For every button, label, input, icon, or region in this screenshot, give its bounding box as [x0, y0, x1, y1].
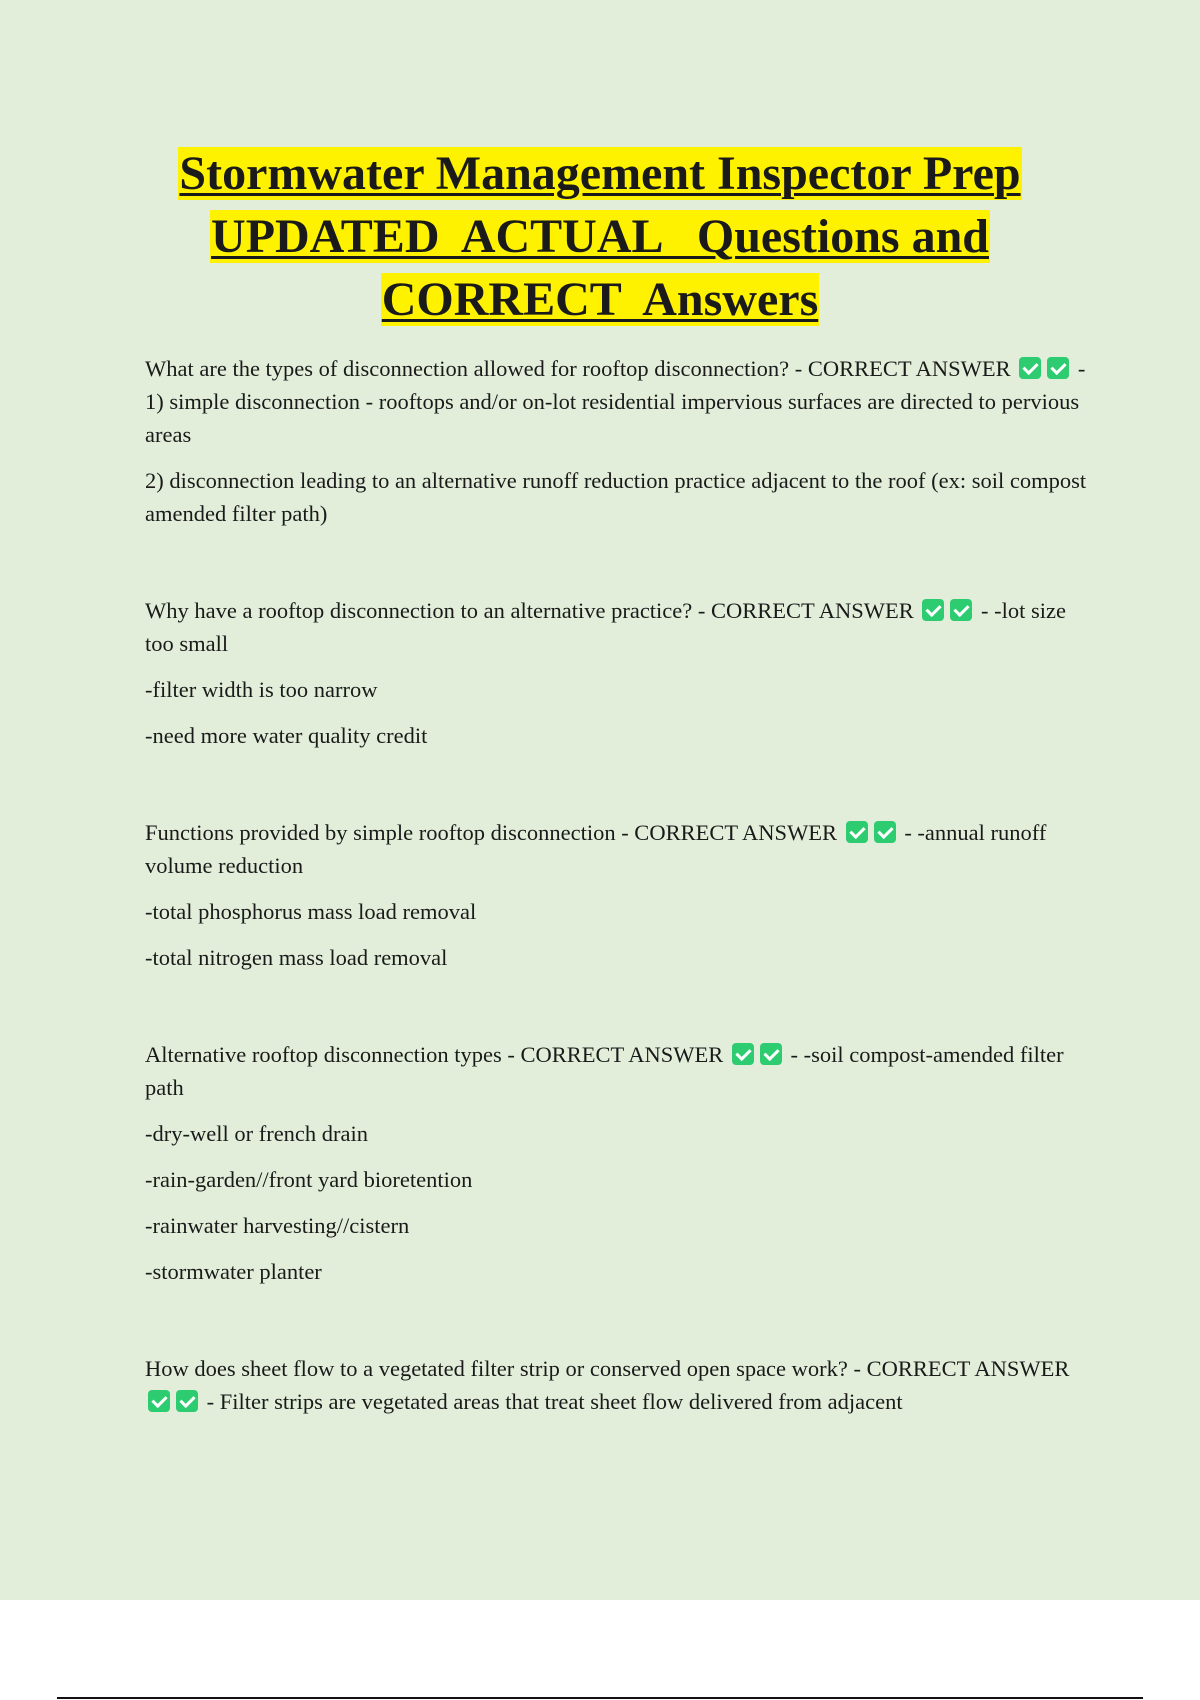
qa-item [145, 594, 1095, 752]
check-mark-icon [148, 1390, 170, 1412]
qa-first-paragraph [145, 352, 1095, 451]
footer-divider [57, 1697, 1143, 1699]
qa-item [145, 1352, 1095, 1418]
qa-first-paragraph [145, 1038, 1095, 1104]
question-text: Why have a rooftop disconnection to an alternative practice? - CORRECT ANSWER [145, 598, 914, 623]
qa-first-paragraph [145, 594, 1095, 660]
title-line-1: Stormwater Management Inspector Prep [179, 147, 1021, 200]
check-mark-icon [1019, 357, 1041, 379]
check-mark-icon [950, 599, 972, 621]
answer-line: -total nitrogen mass load removal [145, 945, 448, 970]
answer-line: -rainwater harvesting//cistern [145, 1213, 410, 1238]
answer-line: -filter width is too narrow [145, 677, 378, 702]
answer-text: - -annual runoff volume reduction [145, 820, 1047, 878]
title-line-3: CORRECT Answers [381, 273, 819, 326]
qa-item [145, 352, 1095, 530]
check-mark-icon [760, 1043, 782, 1065]
question-text: Alternative rooftop disconnection types - CORRECT ANSWER [145, 1042, 724, 1067]
check-mark-icon [874, 821, 896, 843]
answer-text: - -lot size too small [145, 598, 1066, 656]
question-text: How does sheet flow to a vegetated filter strip or conserved open space work? - CORRECT ANSWER [145, 1356, 1070, 1381]
qa-list [145, 352, 1095, 1482]
question-text: Functions provided by simple rooftop disconnection - CORRECT ANSWER [145, 820, 838, 845]
answer-line: -need more water quality credit [145, 723, 428, 748]
document-title [0, 142, 1200, 331]
qa-item [145, 1038, 1095, 1288]
check-mark-icon [846, 821, 868, 843]
check-mark-icon [176, 1390, 198, 1412]
answer-line: -rain-garden//front yard bioretention [145, 1167, 473, 1192]
answer-line: -dry-well or french drain [145, 1121, 369, 1146]
qa-first-paragraph [145, 1352, 1095, 1418]
check-mark-icon [732, 1043, 754, 1065]
qa-first-paragraph [145, 816, 1095, 882]
answer-line: -stormwater planter [145, 1259, 322, 1284]
answer-text: - Filter strips are vegetated areas that treat sheet flow delivered from adjacent [206, 1389, 903, 1414]
answer-line: 2) disconnection leading to an alternative runoff reduction practice adjacent to the roof (ex: soil compost amended filter path) [145, 468, 1087, 526]
qa-item [145, 816, 1095, 974]
check-mark-icon [1047, 357, 1069, 379]
answer-text: - -soil compost-amended filter path [145, 1042, 1064, 1100]
answer-line: -total phosphorus mass load removal [145, 899, 477, 924]
check-mark-icon [922, 599, 944, 621]
title-line-2: UPDATED ACTUAL Questions and [211, 210, 989, 263]
answer-text: - 1) simple disconnection - rooftops and/or on-lot residential impervious surfaces are directed to pervious areas [145, 356, 1086, 447]
question-text: What are the types of disconnection allowed for rooftop disconnection? - CORRECT ANSWER [145, 356, 1011, 381]
